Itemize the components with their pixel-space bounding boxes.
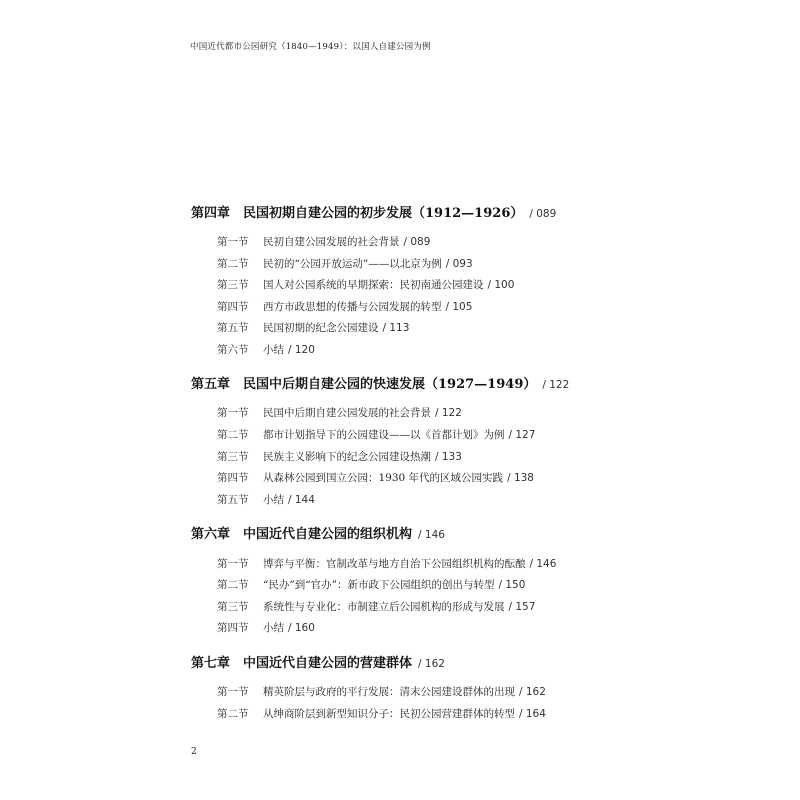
chapter-title: 民国初期自建公园的初步发展（1912—1926）: [243, 206, 524, 221]
section-title: 民初自建公园发展的社会背景: [263, 236, 400, 248]
section-number: 第五节: [217, 494, 249, 506]
section-page: / 105: [445, 301, 473, 313]
section-entry: [217, 470, 534, 485]
section-title: 民国中后期自建公园发展的社会背景: [263, 407, 431, 419]
section-page: / 113: [382, 322, 410, 334]
chapter-number: 第六章: [191, 527, 231, 542]
section-page: / 120: [288, 344, 315, 356]
section-title: 民国初期的纪念公园建设: [263, 322, 379, 334]
chapter-page: / 122: [542, 379, 570, 391]
section-entry: [217, 320, 409, 335]
chapter-page: / 146: [418, 529, 445, 541]
section-number: 第四节: [217, 472, 249, 484]
section-title: 小结: [263, 494, 284, 506]
section-title: 都市计划指导下的公园建设——以《首都计划》为例: [263, 429, 505, 441]
section-entry: [217, 620, 315, 635]
section-title: 从绅商阶层到新型知识分子：民初公园营建群体的转型: [263, 708, 515, 720]
section-number: 第二节: [217, 429, 249, 441]
section-entry: [217, 556, 556, 571]
section-page: / 133: [435, 451, 462, 463]
chapter-number: 第四章: [191, 206, 231, 221]
chapter-heading: [191, 202, 556, 221]
section-entry: [217, 492, 315, 507]
section-page: / 162: [519, 686, 546, 698]
chapter-heading: [191, 523, 445, 542]
chapter-title: 中国近代自建公园的营建群体: [243, 656, 413, 671]
running-header: 中国近代都市公园研究（1840—1949）：以国人自建公园为例: [190, 42, 431, 52]
section-number: 第三节: [217, 601, 249, 613]
section-page: / 144: [288, 494, 315, 506]
section-title: 小结: [263, 622, 284, 634]
section-page: / 127: [508, 429, 536, 441]
section-number: 第一节: [217, 407, 249, 419]
section-number: 第三节: [217, 451, 249, 463]
section-entry: [217, 599, 535, 614]
section-title: 系统性与专业化：市制建立后公园机构的形成与发展: [263, 601, 505, 613]
chapter-number: 第七章: [191, 656, 231, 671]
section-entry: [217, 405, 462, 420]
section-title: 民初的“公园开放运动”——以北京为例: [263, 258, 442, 270]
section-number: 第二节: [217, 708, 249, 720]
section-page: / 089: [403, 236, 431, 248]
section-title: 博弈与平衡：官制改革与地方自治下公园组织机构的酝酿: [263, 558, 526, 570]
chapter-number: 第五章: [191, 377, 231, 392]
chapter-page: / 089: [529, 208, 557, 220]
section-entry: [217, 277, 514, 292]
section-title: 从森林公园到国立公园：1930 年代的区域公园实践: [263, 472, 504, 484]
section-page: / 100: [487, 279, 515, 291]
section-entry: [217, 706, 546, 721]
chapter-title: 民国中后期自建公园的快速发展（1927—1949）: [243, 377, 537, 392]
section-entry: [217, 234, 430, 249]
section-number: 第二节: [217, 579, 249, 591]
section-page: / 164: [519, 708, 546, 720]
chapter-heading: [191, 652, 445, 671]
section-title: 小结: [263, 344, 284, 356]
section-entry: [217, 577, 525, 592]
section-number: 第六节: [217, 344, 249, 356]
section-number: 第四节: [217, 301, 249, 313]
chapter-title: 中国近代自建公园的组织机构: [243, 527, 413, 542]
section-number: 第五节: [217, 322, 249, 334]
section-number: 第一节: [217, 236, 249, 248]
section-number: 第三节: [217, 279, 249, 291]
section-entry: [217, 449, 462, 464]
chapter-page: / 162: [418, 658, 445, 670]
section-page: / 093: [445, 258, 473, 270]
section-number: 第四节: [217, 622, 249, 634]
section-title: 民族主义影响下的纪念公园建设热潮: [263, 451, 431, 463]
section-entry: [217, 256, 473, 271]
section-page: / 150: [498, 579, 526, 591]
section-title: 国人对公园系统的早期探索：民初南通公园建设: [263, 279, 484, 291]
section-number: 第一节: [217, 686, 249, 698]
section-page: / 122: [435, 407, 462, 419]
section-title: 西方市政思想的传播与公园发展的转型: [263, 301, 442, 313]
section-page: / 146: [529, 558, 557, 570]
section-number: 第一节: [217, 558, 249, 570]
page-number: 2: [191, 747, 197, 757]
section-number: 第二节: [217, 258, 249, 270]
section-title: 精英阶层与政府的平行发展：清末公园建设群体的出现: [263, 686, 515, 698]
chapter-heading: [191, 373, 569, 392]
section-entry: [217, 342, 315, 357]
section-page: / 157: [508, 601, 536, 613]
section-title: “民办”到“官办”：新市政下公园组织的创出与转型: [263, 579, 495, 591]
section-entry: [217, 684, 546, 699]
section-page: / 138: [507, 472, 534, 484]
section-page: / 160: [288, 622, 315, 634]
section-entry: [217, 299, 472, 314]
section-entry: [217, 427, 535, 442]
